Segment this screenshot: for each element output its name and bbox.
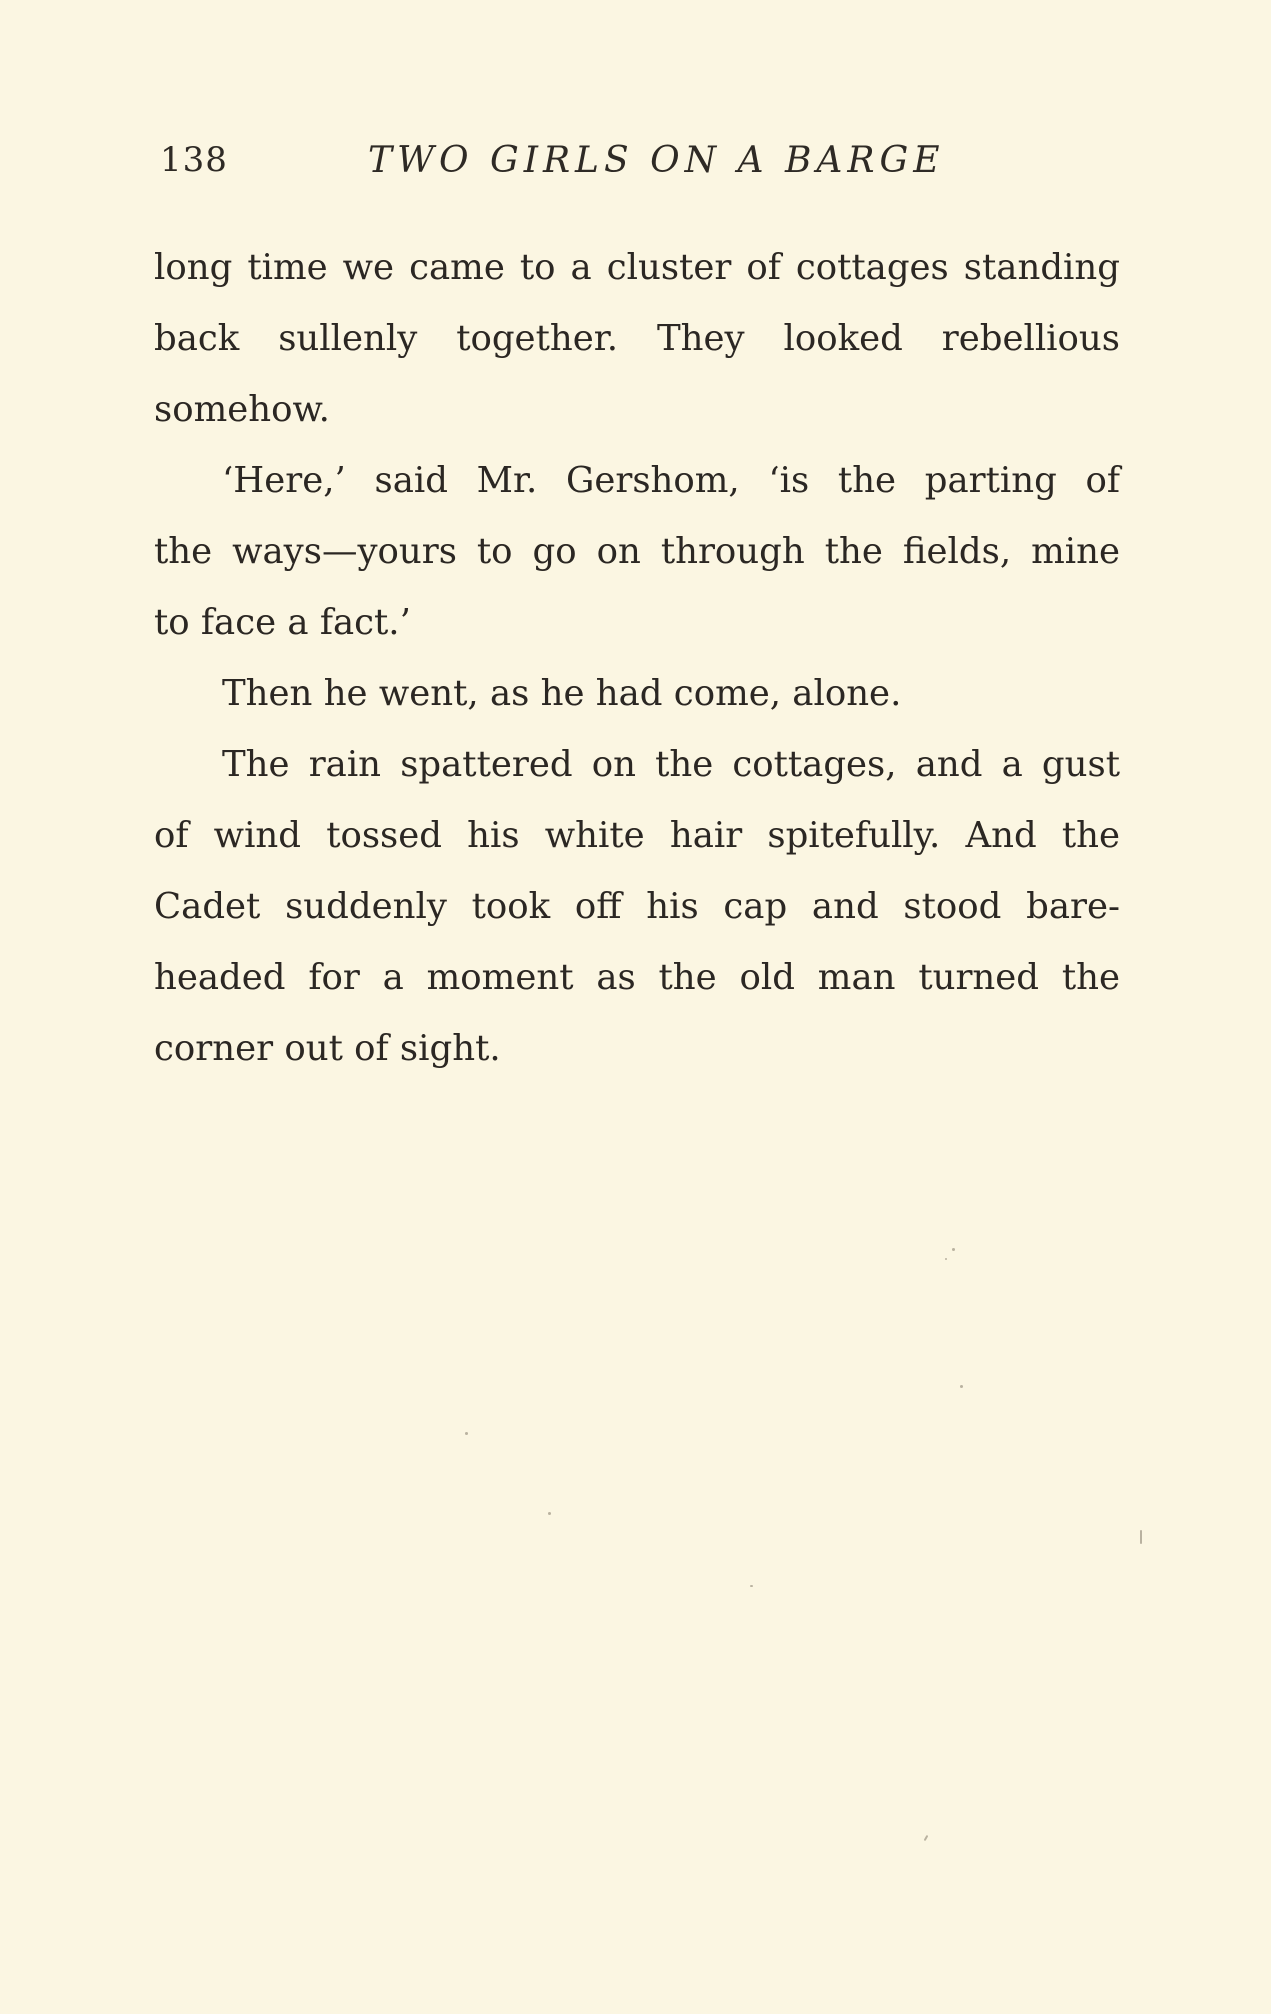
paper-speck — [945, 1258, 947, 1260]
paper-speck — [1140, 1530, 1142, 1544]
text-line: the ways—yours to go on through the fields, mine — [154, 531, 1120, 572]
body-text — [154, 232, 1120, 1084]
text-line: ‘Here,’ said Mr. Gershom, ‘is the parting of — [222, 460, 1120, 501]
text-line: corner out of sight. — [154, 1028, 501, 1069]
running-title: TWO GIRLS ON A BARGE — [368, 140, 945, 181]
paper-speck — [924, 1835, 929, 1841]
text-line: somehow. — [154, 389, 330, 430]
running-head — [160, 140, 1118, 190]
text-line: headed for a moment as the old man turned the — [154, 957, 1120, 998]
text-line: back sullenly together. They looked rebellious — [154, 318, 1120, 359]
text-line: to face a fact.’ — [154, 602, 411, 643]
paper-speck — [548, 1512, 551, 1515]
paper-speck — [960, 1385, 963, 1388]
paper-speck — [750, 1585, 753, 1587]
text-line: The rain spattered on the cottages, and a gust — [222, 744, 1120, 785]
page-number: 138 — [160, 140, 228, 180]
paper-speck — [952, 1248, 955, 1251]
text-line: Cadet suddenly took off his cap and stood bare- — [154, 886, 1120, 927]
paper-speck — [465, 1432, 468, 1435]
text-line: of wind tossed his white hair spitefully. And the — [154, 815, 1120, 856]
text-line: long time we came to a cluster of cottages standing — [154, 247, 1120, 288]
text-line: Then he went, as he had come, alone. — [222, 673, 902, 714]
